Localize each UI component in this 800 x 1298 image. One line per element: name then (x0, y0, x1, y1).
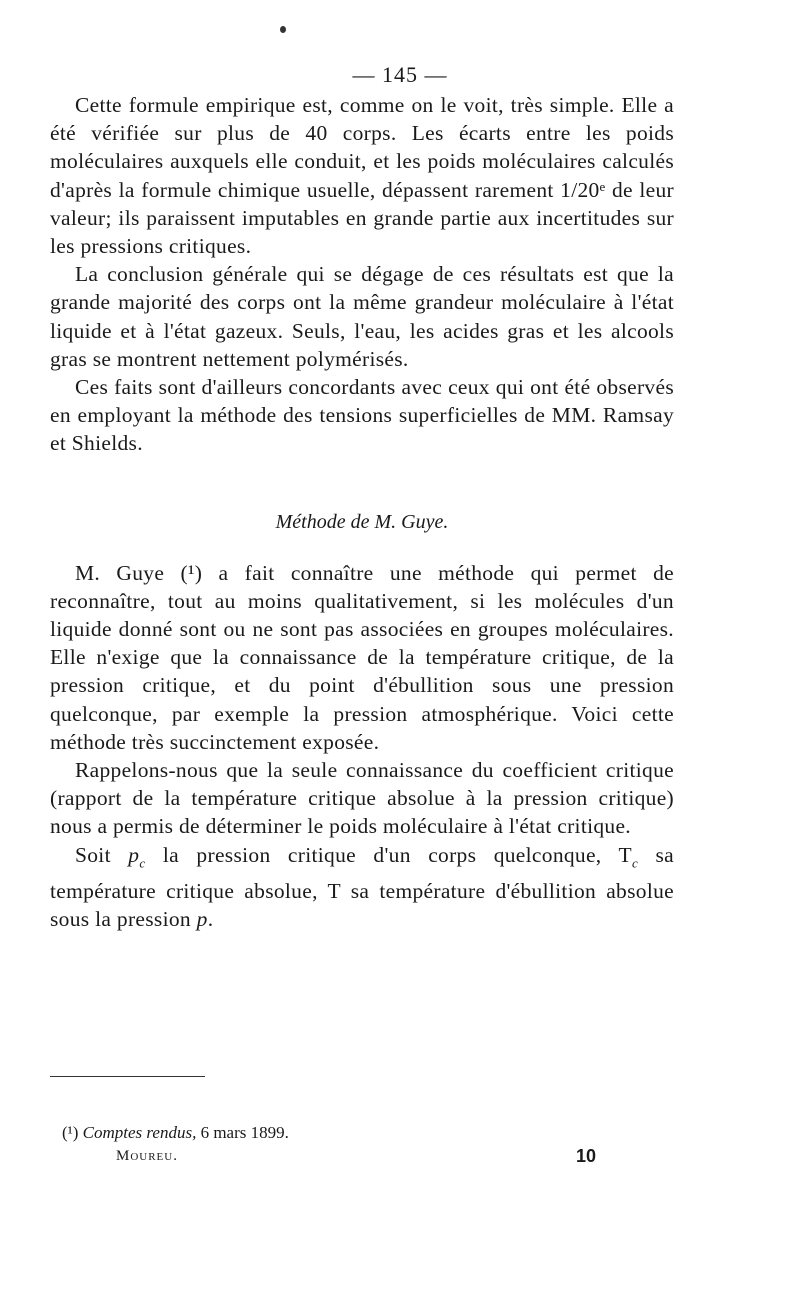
paragraph-empirical-formula: Cette formule empirique est, comme on le voit, très simple. Elle a été vérifiée sur plus de 40 corps. Les écarts entre les poids moléculaires auxquels elle conduit, et les poids moléculaires calculés d'après la formule chimique usuelle, dépassent rarement 1/20ᵉ de leur valeur; ils paraissent imputables en grande partie aux incertitudes sur les pressions critiques. (50, 93, 674, 259)
paragraph-general-conclusion: La conclusion générale qui se dégage de ces résultats est que la grande majorité des corps ont la même grandeur moléculaire à l'état liquide et à l'état gazeux. Seuls, l'eau, les acides gras et les alcools gras se montrent nettement polymérisés. (50, 262, 674, 371)
sheet-number: 10 (576, 1146, 597, 1166)
ink-dot (280, 26, 286, 33)
section-heading: Méthode de M. Guye. (275, 510, 449, 533)
footnote-marker: (¹) (62, 1123, 79, 1142)
signature: Moureu. (116, 1148, 178, 1164)
footnote-divider (50, 1076, 205, 1077)
text-run: sa température critique absolue, T sa température d'ébullition absolue sous la pression (50, 842, 674, 932)
page-number: — 145 — (352, 62, 448, 87)
text-run: Soit (75, 842, 129, 867)
pressure-symbol: p (196, 907, 208, 932)
footnote (62, 1121, 289, 1145)
subscript-c: c (139, 854, 146, 870)
text-run: . (207, 907, 214, 932)
body-text (50, 91, 674, 934)
paragraph-critical-coefficient: Rappelons-nous que la seule connaissance du coefficient critique (rapport de la température critique absolue à la pression critique) nous a permis de déterminer le poids moléculaire à l'état critique. (50, 758, 674, 839)
text-run: la pression critique d'un corps quelconque, T (145, 842, 632, 867)
paragraph-concordant-facts: Ces faits sont d'ailleurs concordants avec ceux qui ont été observés en employant la méthode des tensions superficielles de MM. Ramsay et Shields. (50, 375, 674, 456)
pressure-symbol: p (128, 842, 140, 867)
footnote-date: 6 mars 1899. (200, 1123, 289, 1142)
paragraph-definitions (50, 841, 674, 934)
paragraph-guye-method: M. Guye (¹) a fait connaître une méthode qui permet de reconnaître, tout au moins qualitativement, si les molécules d'un liquide donné sont ou ne sont pas associées en groupes moléculaires. Elle n'exige que la connaissance de la température critique, de la pression critique, et du point d'ébullition sous une pression quelconque, par exemple la pression atmosphérique. Voici cette méthode très succinctement exposée. (50, 560, 674, 754)
subscript-c: c (631, 854, 639, 870)
footnote-journal: Comptes rendus, (82, 1123, 197, 1142)
